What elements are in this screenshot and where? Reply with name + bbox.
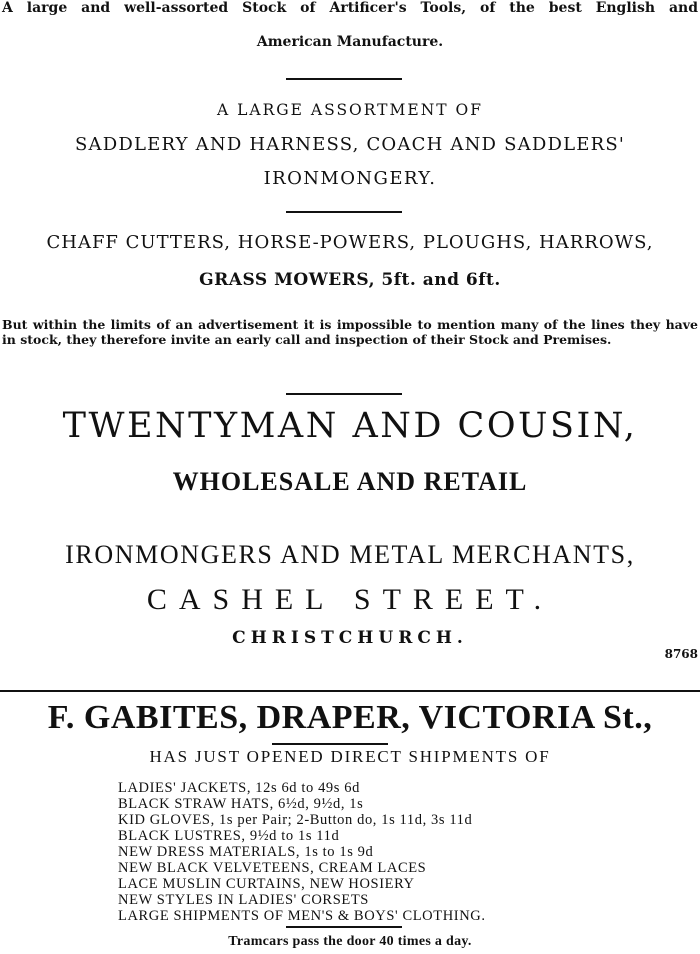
- goods-list: [118, 780, 486, 924]
- list-item: LADIES' JACKETS, 12s 6d to 49s 6d: [118, 780, 360, 796]
- divider-rule: [286, 393, 402, 395]
- list-item: BLACK LUSTRES, 9½d to 1s 11d: [118, 828, 340, 844]
- firm-city: CHRISTCHURCH.: [232, 628, 468, 648]
- divider-rule: [286, 211, 402, 213]
- divider-rule: [286, 78, 402, 80]
- draper-heading: F. GABITES, DRAPER, VICTORIA St.,: [47, 699, 653, 736]
- stock-notice-paragraph: But within the limits of an advertisement it is impossible to mention many of the lines they have in stock, they therefore invite an early call and inspection of their Stock and Premises.: [2, 317, 698, 347]
- divider-rule: [272, 743, 388, 745]
- firm-street: CASHEL STREET.: [146, 583, 554, 616]
- saddlery-line-1: A LARGE ASSORTMENT OF: [217, 101, 483, 119]
- draper-subheading: HAS JUST OPENED DIRECT SHIPMENTS OF: [149, 747, 551, 766]
- advert-reference-number: 8768: [664, 647, 698, 661]
- tools-line-1: A large and well-assorted Stock of Artificer's Tools, of the best English and: [2, 0, 698, 16]
- firm-trade: WHOLESALE AND RETAIL: [172, 467, 528, 496]
- tools-line-2: American Manufacture.: [256, 34, 444, 50]
- list-item: KID GLOVES, 1s per Pair; 2-Button do, 1s 11d, 3s 11d: [118, 812, 473, 828]
- implements-line-1: CHAFF CUTTERS, HORSE-POWERS, PLOUGHS, HARROWS,: [46, 232, 654, 253]
- divider-rule: [286, 926, 402, 928]
- list-item: NEW DRESS MATERIALS, 1s to 1s 9d: [118, 844, 374, 860]
- list-item: BLACK STRAW HATS, 6½d, 9½d, 1s: [118, 796, 364, 812]
- list-item: NEW STYLES IN LADIES' CORSETS: [118, 892, 369, 908]
- section-separator: [0, 690, 700, 692]
- saddlery-line-3: IRONMONGERY.: [263, 168, 437, 189]
- list-item: LARGE SHIPMENTS OF MEN'S & BOYS' CLOTHING.: [118, 908, 486, 924]
- tramcar-notice: Tramcars pass the door 40 times a day.: [228, 934, 472, 949]
- firm-name: TWENTYMAN AND COUSIN,: [62, 406, 638, 446]
- firm-description: IRONMONGERS AND METAL MERCHANTS,: [65, 540, 635, 569]
- implements-line-2: GRASS MOWERS, 5ft. and 6ft.: [199, 270, 501, 290]
- saddlery-line-2: SADDLERY AND HARNESS, COACH AND SADDLERS': [74, 134, 626, 155]
- list-item: LACE MUSLIN CURTAINS, NEW HOSIERY: [118, 876, 415, 892]
- list-item: NEW BLACK VELVETEENS, CREAM LACES: [118, 860, 427, 876]
